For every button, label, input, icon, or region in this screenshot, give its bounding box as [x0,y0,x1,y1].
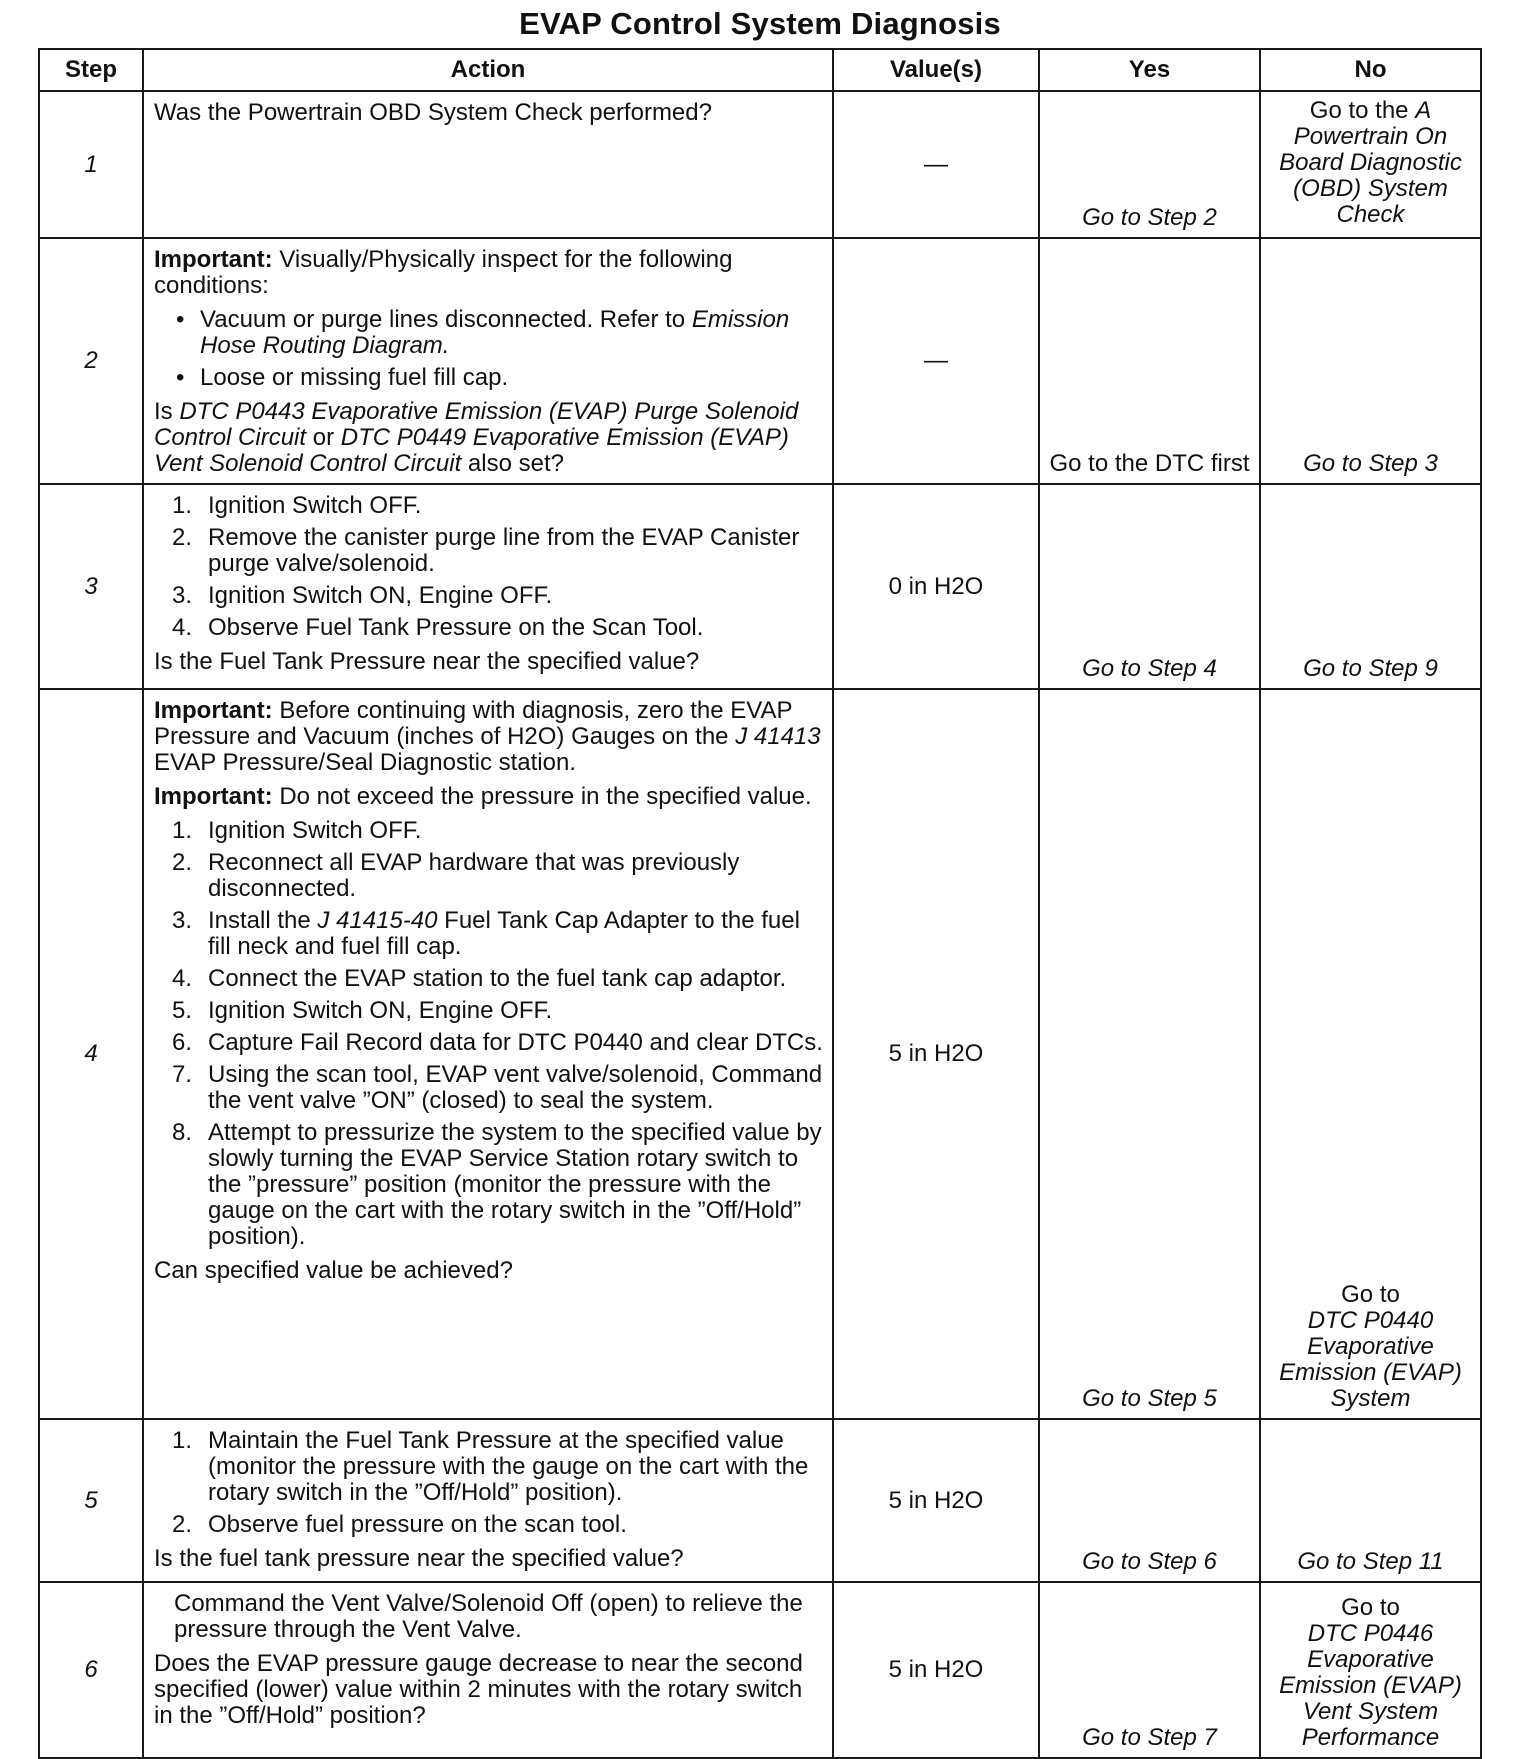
step-text: Fuel Tank Cap Adapter to the fuel fill neck and fuel fill cap. [208,907,800,960]
procedure-list [154,1428,824,1538]
question-text [154,399,824,477]
no-reference: A Powertrain On Board Diagnostic (OBD) System Check [1279,97,1462,228]
step-text: Remove the canister purge line from the EVAP Canister purge valve/solenoid. [208,524,800,577]
question-part: also set? [461,450,564,477]
bullet-icon: • [176,364,185,391]
no-prefix: Go to [1341,1281,1400,1308]
bullet-text: Vacuum or purge lines disconnected. Refer to [200,306,692,333]
step-number: 6 [39,1582,143,1758]
no-reference: DTC P0440 Evaporative Emission (EVAP) System [1279,1307,1462,1412]
important-text: Visually/Physically inspect for the following conditions: [154,246,733,299]
action-cell [143,238,833,484]
question-part: Is [154,398,180,425]
step-text: Ignition Switch OFF. [208,817,422,844]
tool-reference: J 41413 [735,723,821,750]
question-text: Can specified value be achieved? [154,1257,513,1284]
list-item: 5. Ignition Switch ON, Engine OFF. [172,997,553,1024]
step-text: Reconnect all EVAP hardware that was previously disconnected. [208,849,740,902]
list-item: 2. Reconnect all EVAP hardware that was previously disconnected. [172,849,740,902]
step-number: 3 [39,484,143,689]
list-item: 6. Capture Fail Record data for DTC P0440 and clear DTCs. [172,1029,823,1056]
step-number: 2 [39,238,143,484]
yes-link[interactable]: Go to Step 4 [1039,484,1260,689]
bullet-icon: • [176,306,185,333]
step-text: Ignition Switch ON, Engine OFF. [208,582,553,609]
step-text: Attempt to pressurize the system to the specified value by slowly turning the EVAP Service Station rotary switch to the ”pressure” position (monitor the pressure with the gauge on the cart with the rotary switch in the ”Off/Hold” position). [208,1119,822,1250]
step-text: Ignition Switch OFF. [208,492,422,519]
no-link[interactable] [1260,91,1481,238]
list-item [176,307,824,359]
diagnosis-table [38,48,1482,1759]
step-text: Capture Fail Record data for DTC P0440 and clear DTCs. [208,1029,823,1056]
list-item: 3. Ignition Switch ON, Engine OFF. [172,582,553,609]
header-step: Step [39,49,143,91]
header-no: No [1260,49,1481,91]
important-text: EVAP Pressure/Seal Diagnostic station. [154,749,576,776]
value-cell: 5 in H2O [833,689,1039,1419]
step-text: Ignition Switch ON, Engine OFF. [208,997,553,1024]
question-text: Is the fuel tank pressure near the specified value? [154,1545,684,1572]
list-item: 2. Observe fuel pressure on the scan tool. [172,1511,627,1538]
step-number: 4 [39,689,143,1419]
procedure-list [154,493,824,641]
step-number: 1 [39,91,143,238]
table-row [39,1582,1481,1758]
no-link[interactable]: Go to Step 3 [1260,238,1481,484]
step-text: Observe Fuel Tank Pressure on the Scan Tool. [208,614,704,641]
list-item: 4. Connect the EVAP station to the fuel tank cap adaptor. [172,965,787,992]
header-action: Action [143,49,833,91]
no-link[interactable]: Go to Step 9 [1260,484,1481,689]
action-cell [143,91,833,238]
list-item: 8. Attempt to pressurize the system to the specified value by slowly turning the EVAP Service Station rotary switch to the ”pressure” position (monitor the pressure with the gauge on the cart with the rotary switch in the ”Off/Hold” position). [172,1119,822,1250]
page-title: EVAP Control System Diagnosis [519,6,1001,41]
value-cell: — [833,91,1039,238]
list-item [176,365,824,391]
question-text: Was the Powertrain OBD System Check performed? [154,99,712,126]
table-row [39,689,1481,1419]
header-row [39,49,1481,91]
procedure-list [154,818,824,1250]
no-reference: DTC P0446 Evaporative Emission (EVAP) Vent System Performance [1279,1620,1462,1751]
value-cell: 0 in H2O [833,484,1039,689]
important-note [154,698,824,776]
step-text: Using the scan tool, EVAP vent valve/solenoid, Command the vent valve ”ON” (closed) to seal the system. [208,1061,823,1114]
list-item: 1. Maintain the Fuel Tank Pressure at the specified value (monitor the pressure with the gauge on the cart with the rotary switch in the ”Off/Hold” position). [172,1427,809,1506]
bullet-text: Loose or missing fuel fill cap. [200,364,509,391]
dtc-reference[interactable]: DTC P0443 Evaporative Emission (EVAP) Purge Solenoid Control Circuit [154,398,799,451]
question-text: Does the EVAP pressure gauge decrease to near the second specified (lower) value within 2 minutes with the rotary switch in the ”Off/Hold” position? [154,1650,803,1729]
yes-link[interactable]: Go to the DTC first [1039,238,1260,484]
table-row [39,1419,1481,1582]
step-text: Connect the EVAP station to the fuel tank cap adaptor. [208,965,787,992]
important-note [154,784,824,810]
no-link[interactable]: Go to Step 11 [1260,1419,1481,1582]
important-label: Important: [154,697,273,724]
yes-link[interactable]: Go to Step 5 [1039,689,1260,1419]
list-item: 2. Remove the canister purge line from the EVAP Canister purge valve/solenoid. [172,524,800,577]
table-row [39,238,1481,484]
list-item: 7. Using the scan tool, EVAP vent valve/solenoid, Command the vent valve ”ON” (closed) to seal the system. [172,1061,823,1114]
action-cell [143,689,833,1419]
action-cell [143,484,833,689]
tool-reference: J 41415-40 [317,907,438,934]
important-label: Important: [154,246,273,273]
question-text: Is the Fuel Tank Pressure near the specified value? [154,648,700,675]
header-values: Value(s) [833,49,1039,91]
table-row [39,484,1481,689]
step-text: Maintain the Fuel Tank Pressure at the specified value (monitor the pressure with the gauge on the cart with the rotary switch in the ”Off/Hold” position). [208,1427,809,1506]
table-row [39,91,1481,238]
value-cell: 5 in H2O [833,1582,1039,1758]
no-prefix: Go to the [1309,97,1416,124]
step-text: Observe fuel pressure on the scan tool. [208,1511,627,1538]
important-text: Before continuing with diagnosis, zero the EVAP Pressure and Vacuum (inches of H2O) Gauges on the [154,697,793,750]
dtc-reference[interactable]: DTC P0449 Evaporative Emission (EVAP) Vent Solenoid Control Circuit [154,424,789,477]
list-item: 4. Observe Fuel Tank Pressure on the Scan Tool. [172,614,704,641]
list-item: 3. Install the J 41415-40 Fuel Tank Cap Adapter to the fuel fill neck and fuel fill cap. [172,907,800,960]
value-cell: 5 in H2O [833,1419,1039,1582]
list-item: 1. Ignition Switch OFF. [172,492,422,519]
reference-link[interactable]: Emission Hose Routing Diagram. [200,306,790,359]
list-item: 1. Ignition Switch OFF. [172,817,422,844]
step-number: 5 [39,1419,143,1582]
step-text: Install the [208,907,318,934]
question-part: or [306,424,341,451]
instruction-text: Command the Vent Valve/Solenoid Off (open) to relieve the pressure through the Vent Valve. [174,1590,803,1643]
no-prefix: Go to [1341,1594,1400,1621]
no-link[interactable] [1260,689,1481,1419]
important-label: Important: [154,783,273,810]
important-text: Do not exceed the pressure in the specified value. [272,783,812,810]
yes-link[interactable]: Go to Step 6 [1039,1419,1260,1582]
header-yes: Yes [1039,49,1260,91]
no-link[interactable] [1260,1582,1481,1758]
action-cell [143,1419,833,1582]
condition-list [154,307,824,391]
value-cell: — [833,238,1039,484]
yes-link[interactable]: Go to Step 2 [1039,91,1260,238]
action-cell [143,1582,833,1758]
yes-link[interactable]: Go to Step 7 [1039,1582,1260,1758]
important-note [154,247,824,299]
